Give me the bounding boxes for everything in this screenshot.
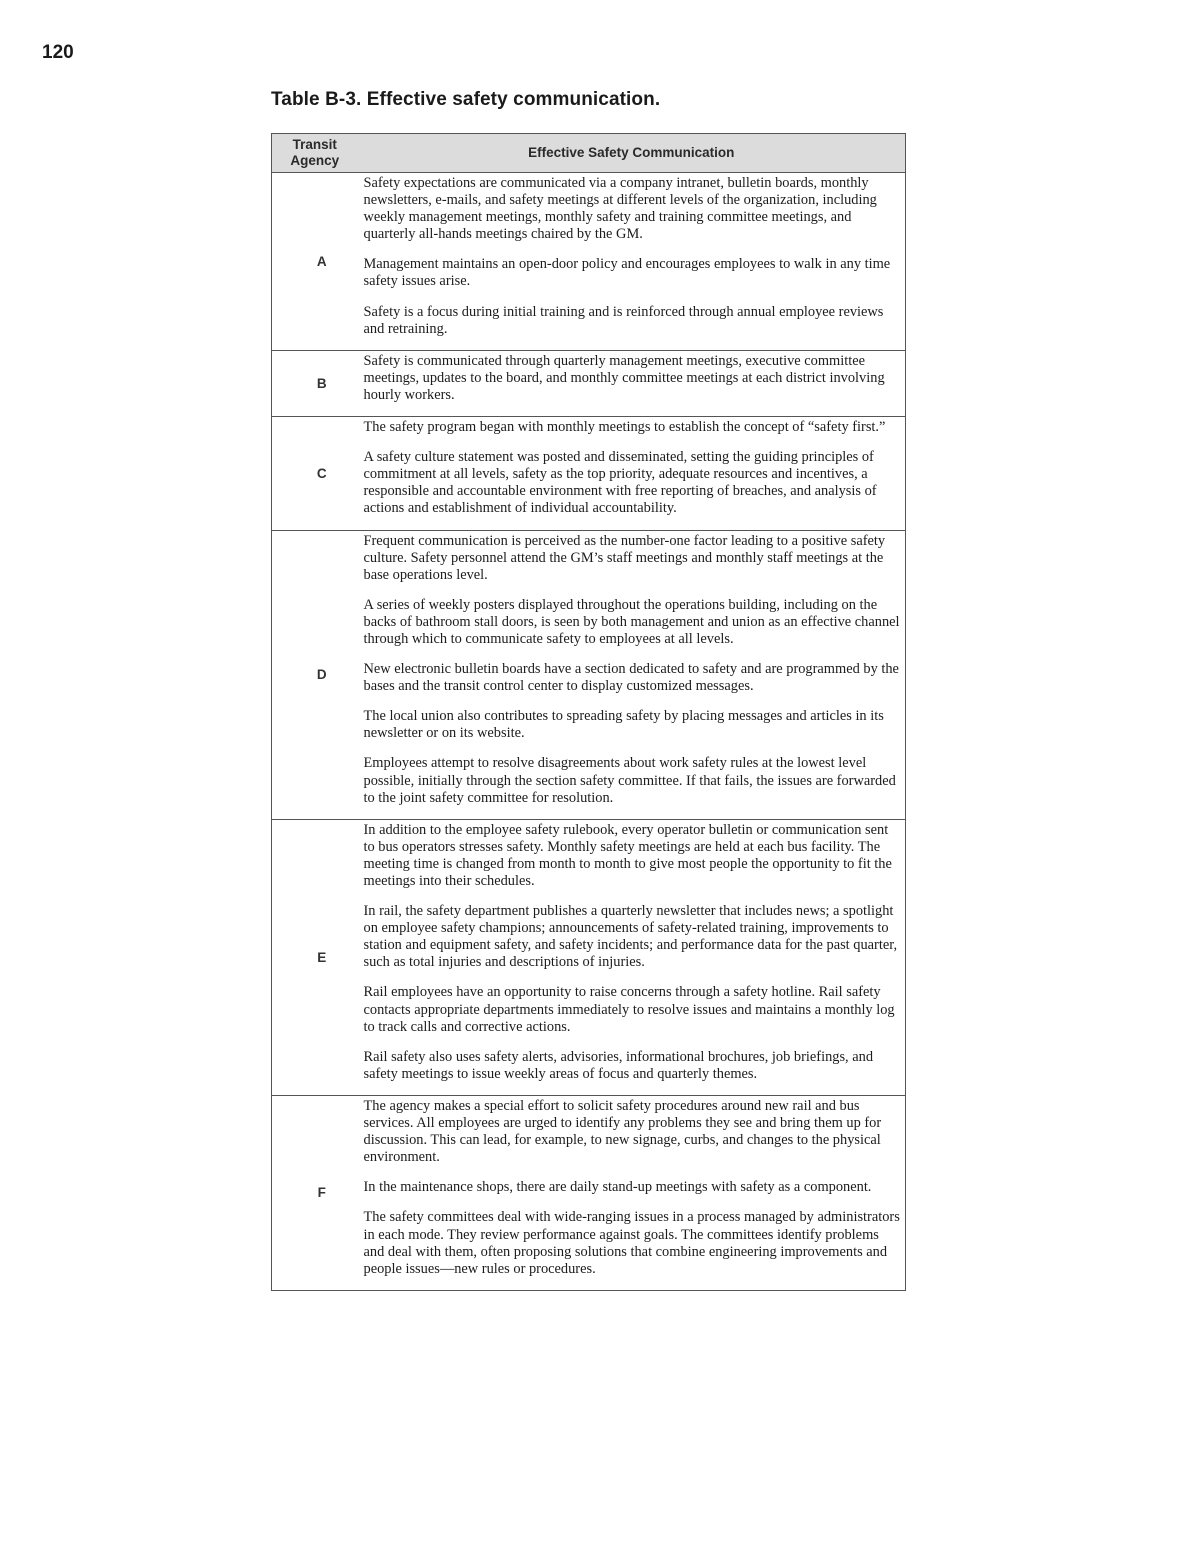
table-header-row xyxy=(272,134,906,173)
communication-paragraph: New electronic bulletin boards have a section dedicated to safety and are programmed by the bases and the transit control center to display customized messages. xyxy=(363,661,899,695)
communication-paragraph: Safety is a focus during initial training and is reinforced through annual employee reviews and retraining. xyxy=(363,303,884,337)
communication-paragraph: In addition to the employee safety rulebook, every operator bulletin or communication sent to bus operators stresses safety. Monthly safety meetings are held at each bus facility. The meeting time is changed from month to month to give most people the opportunity to fit the meetings into their schedules. xyxy=(363,821,892,889)
communication-paragraph: Safety expectations are communicated via a company intranet, bulletin boards, monthly newsletters, e-mails, and safety meetings at different levels of the organization, including weekly management meetings, monthly safety and training committee meetings, and quarterly all-hands meetings chaired by the GM. xyxy=(363,175,877,243)
communication-paragraph: Rail employees have an opportunity to raise concerns through a safety hotline. Rail safety contacts appropriate departments immediately to resolve issues and maintains a monthly log to track calls and corrective actions. xyxy=(363,984,895,1035)
communication-paragraph: A safety culture statement was posted and disseminated, setting the guiding principles of commitment at all levels, safety as the top priority, adequate resources and incentives, a responsible and accountable environment with free reporting of breaches, and analysis of actions and establishment of individual accountability. xyxy=(363,449,877,517)
communication-cell xyxy=(358,1095,906,1290)
communication-paragraph: In the maintenance shops, there are daily stand-up meetings with safety as a component. xyxy=(363,1179,872,1196)
communication-paragraph: The safety committees deal with wide-ranging issues in a process managed by administrators in each mode. They review performance against goals. The committees identify problems and deal with them, often proposing solutions that combine engineering improvements and people issues—new rules or procedures. xyxy=(363,1209,900,1277)
table-row xyxy=(272,173,906,351)
table-row xyxy=(272,417,906,530)
communication-paragraph: Safety is communicated through quarterly management meetings, executive committee meetings, updates to the board, and monthly committee meetings at each district involving hourly workers. xyxy=(363,352,885,403)
agency-cell: A xyxy=(272,173,358,351)
table-row xyxy=(272,819,906,1095)
table-title: Table B-3. Effective safety communication. xyxy=(271,89,661,110)
page-number: 120 xyxy=(42,42,74,63)
communication-cell xyxy=(358,417,906,530)
communication-paragraph: The local union also contributes to spreading safety by placing messages and articles in its newsletter or on its website. xyxy=(363,708,884,742)
agency-cell: B xyxy=(272,350,358,416)
communication-paragraph: The safety program began with monthly meetings to establish the concept of “safety first.” xyxy=(363,419,886,436)
communication-paragraph: In rail, the safety department publishes a quarterly newsletter that includes news; a spotlight on employee safety champions; announcements of safety-related training, improvements to station and equipment safety, and safety incidents; and performance data for the past quarter, such as total injuries and descriptions of injuries. xyxy=(363,903,898,971)
table-row xyxy=(272,350,906,416)
agency-cell: E xyxy=(272,819,358,1095)
communication-paragraph: A series of weekly posters displayed throughout the operations building, including on the backs of bathroom stall doors, is seen by both management and union as an effective channel through which to communicate safety to employees at all levels. xyxy=(363,596,900,647)
communication-cell xyxy=(358,173,906,351)
communication-paragraph: Rail safety also uses safety alerts, advisories, informational brochures, job briefings, and safety meetings to issue weekly areas of focus and quarterly themes. xyxy=(363,1048,874,1082)
agency-cell: D xyxy=(272,530,358,819)
table-body xyxy=(272,173,906,1291)
communication-paragraph: Management maintains an open-door policy and encourages employees to walk in any time safety issues arise. xyxy=(363,256,891,290)
communication-cell xyxy=(358,530,906,819)
communication-cell xyxy=(358,819,906,1095)
safety-communication-table xyxy=(271,133,906,1291)
table-row xyxy=(272,1095,906,1290)
agency-cell: F xyxy=(272,1095,358,1290)
communication-cell xyxy=(358,350,906,416)
communication-paragraph: Frequent communication is perceived as the number-one factor leading to a positive safety culture. Safety personnel attend the GM’s staff meetings and monthly staff meetings at the base operations level. xyxy=(363,532,886,583)
header-effective-safety-communication: Effective Safety Communication xyxy=(358,134,906,173)
agency-cell: C xyxy=(272,417,358,530)
header-transit-agency: Transit Agency xyxy=(272,134,358,173)
table-row xyxy=(272,530,906,819)
communication-paragraph: The agency makes a special effort to solicit safety procedures around new rail and bus services. All employees are urged to identify any problems they see and bring them up for discussion. This can lead, for example, to new signage, curbs, and changes to the physical environment. xyxy=(363,1097,882,1166)
communication-paragraph: Employees attempt to resolve disagreements about work safety rules at the lowest level possible, initially through the section safety committee. If that fails, the issues are forwarded to the joint safety committee for resolution. xyxy=(363,755,896,806)
